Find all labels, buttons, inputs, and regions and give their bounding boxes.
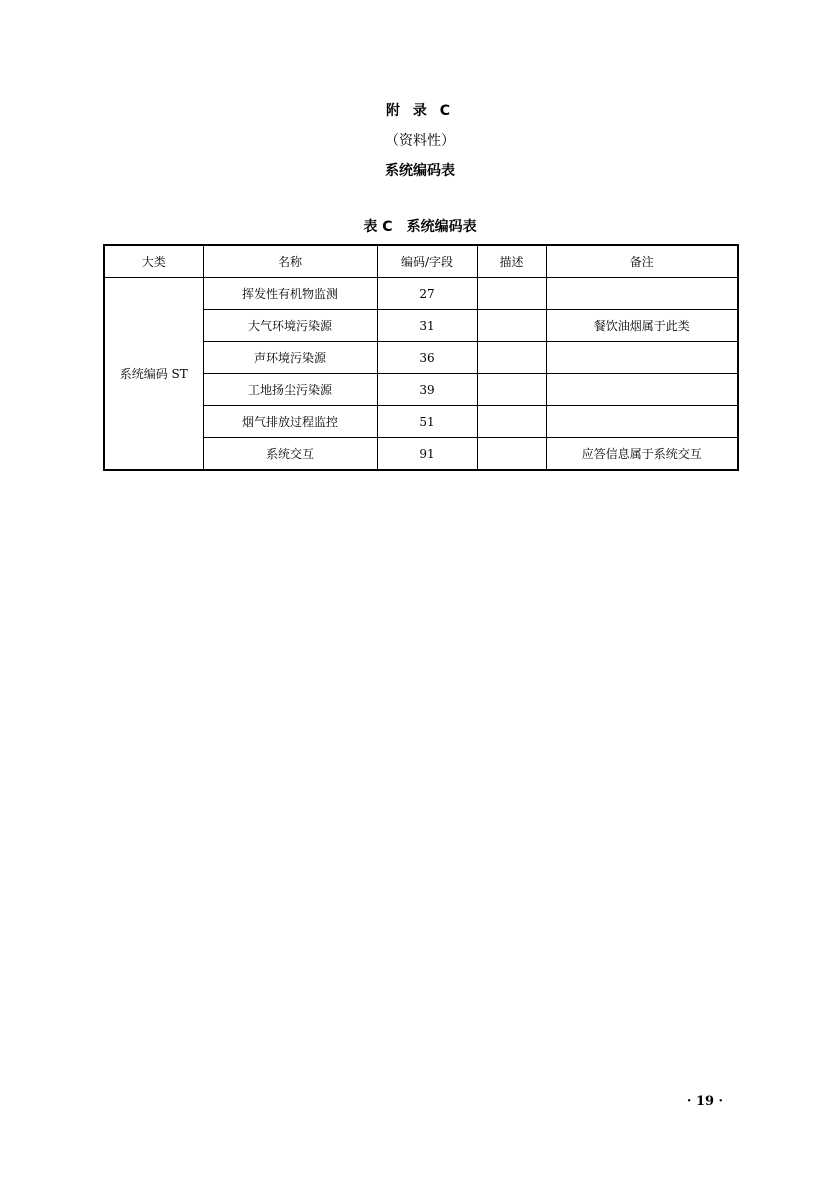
name-cell: 大气环境污染源	[203, 310, 377, 342]
name-cell: 声环境污染源	[203, 342, 377, 374]
remark-cell: 餐饮油烟属于此类	[546, 310, 738, 342]
description-cell	[477, 406, 546, 438]
header-name: 名称	[203, 245, 377, 278]
code-cell: 36	[377, 342, 477, 374]
appendix-title: 附 录 C	[385, 103, 455, 119]
name-cell: 烟气排放过程监控	[203, 406, 377, 438]
name-cell: 系统交互	[203, 438, 377, 471]
description-cell	[477, 310, 546, 342]
description-cell	[477, 438, 546, 471]
header-code: 编码/字段	[377, 245, 477, 278]
header-remark: 备注	[546, 245, 738, 278]
table-caption-number: 表 C	[363, 219, 393, 235]
name-cell: 挥发性有机物监测	[203, 278, 377, 310]
table-row	[104, 278, 738, 310]
remark-cell: 应答信息属于系统交互	[546, 438, 738, 471]
appendix-nature: （资料性）	[385, 133, 455, 149]
system-code-table	[103, 244, 739, 471]
table-caption-title: 系统编码表	[406, 219, 477, 235]
code-cell: 27	[377, 278, 477, 310]
code-cell: 39	[377, 374, 477, 406]
remark-cell	[546, 342, 738, 374]
header-category: 大类	[104, 245, 203, 278]
table-header-row	[104, 245, 738, 278]
description-cell	[477, 342, 546, 374]
code-cell: 51	[377, 406, 477, 438]
remark-cell	[546, 406, 738, 438]
remark-cell	[546, 374, 738, 406]
appendix-subject: 系统编码表	[385, 163, 455, 179]
name-cell: 工地扬尘污染源	[203, 374, 377, 406]
remark-cell	[546, 278, 738, 310]
category-cell: 系统编码 ST	[104, 278, 203, 471]
page-number: · 19 ·	[686, 1094, 724, 1109]
header-description: 描述	[477, 245, 546, 278]
description-cell	[477, 374, 546, 406]
code-cell: 31	[377, 310, 477, 342]
description-cell	[477, 278, 546, 310]
table-caption	[0, 216, 840, 236]
code-cell: 91	[377, 438, 477, 471]
